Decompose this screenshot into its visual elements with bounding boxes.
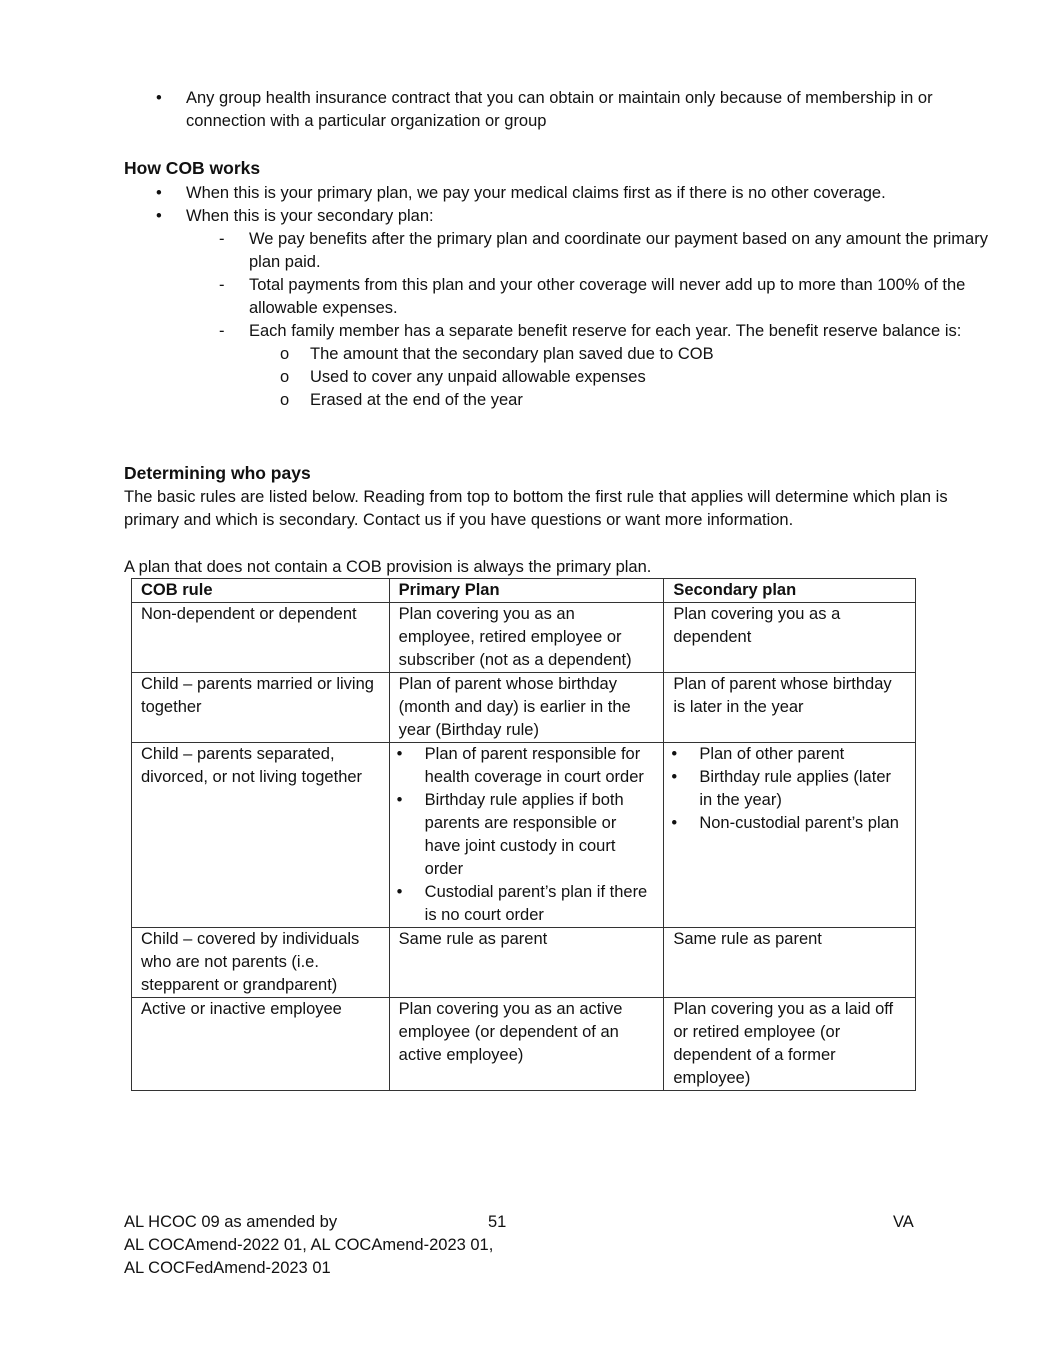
dash-icon: ‐ <box>219 230 225 248</box>
table-cell <box>389 743 664 928</box>
table-cell: Plan covering you as an active employee (or dependent of an active employee) <box>389 998 664 1091</box>
cell-bullet-list <box>673 743 906 835</box>
note-paragraph: A plan that does not contain a COB provision is always the primary plan. <box>124 558 652 576</box>
table-cell: Child – covered by individuals who are not parents (i.e. stepparent or grandparent) <box>132 928 390 998</box>
bullet-icon: • <box>396 883 403 901</box>
list-item: • Non-custodial parent’s plan <box>673 812 906 835</box>
column-header: COB rule <box>132 579 390 603</box>
bullet-icon: • <box>671 745 678 763</box>
page-footer <box>124 1211 924 1280</box>
page-number: 51 <box>488 1213 507 1231</box>
cob-rules-table <box>131 578 916 1091</box>
table-row <box>132 603 916 673</box>
table-cell: Same rule as parent <box>389 928 664 998</box>
list-item: o Erased at the end of the year <box>0 389 1055 412</box>
footer-amendment-line: AL COCFedAmend-2023 01 <box>124 1259 331 1277</box>
list-item: • Plan of parent responsible for health coverage in court order <box>396 745 644 786</box>
table-cell <box>664 743 916 928</box>
list-item: • When this is your secondary plan: <box>0 205 1055 228</box>
table-cell: Same rule as parent <box>664 928 916 998</box>
table-cell: Plan covering you as an employee, retired employee or subscriber (not as a dependent) <box>389 603 664 673</box>
footer-amendment-line: AL COCAmend-2022 01, AL COCAmend-2023 01, <box>124 1236 494 1254</box>
column-header: Primary Plan <box>389 579 664 603</box>
bullet-icon: • <box>156 184 162 202</box>
list-item: ‐ We pay benefits after the primary plan and coordinate our payment based on any amount the primary plan paid. <box>219 230 988 271</box>
section-heading-how-cob: How COB works <box>124 158 261 178</box>
table-row <box>132 998 916 1091</box>
table-cell: Child – parents married or living together <box>132 673 390 743</box>
dash-icon: ‐ <box>219 276 225 294</box>
table-cell: Non-dependent or dependent <box>132 603 390 673</box>
how-cob-list <box>0 182 1055 412</box>
list-item: • Any group health insurance contract that you can obtain or maintain only because of membership in or connection with a particular organization or group <box>156 89 933 130</box>
dash-icon: ‐ <box>219 322 225 340</box>
table-row <box>132 743 916 928</box>
bullet-icon: • <box>671 814 678 832</box>
bullet-icon: • <box>156 207 162 225</box>
cell-bullet-list <box>396 743 655 927</box>
bullet-icon: • <box>671 768 678 786</box>
circle-icon: o <box>280 345 290 363</box>
table-header-row <box>132 579 916 603</box>
table-row <box>132 928 916 998</box>
table-cell: Child – parents separated, divorced, or not living together <box>132 743 390 928</box>
table-cell: Active or inactive employee <box>132 998 390 1091</box>
list-item: • Plan of other parent <box>673 743 906 766</box>
list-item: • Custodial parent’s plan if there is no court order <box>396 883 648 924</box>
table-cell: Plan covering you as a dependent <box>664 603 916 673</box>
state-code: VA <box>893 1213 914 1231</box>
table-row <box>132 673 916 743</box>
circle-icon: o <box>280 391 290 409</box>
list-item: • Birthday rule applies (later in the year) <box>671 768 891 809</box>
intro-paragraph: The basic rules are listed below. Reading from top to bottom the first rule that applies will determine which plan is primary and which is secondary. Contact us if you have questions or want more information. <box>124 488 948 529</box>
footer-amendment-line: AL HCOC 09 as amended by <box>124 1213 338 1231</box>
column-header: Secondary plan <box>664 579 916 603</box>
list-item: o The amount that the secondary plan saved due to COB <box>0 343 1055 366</box>
list-item: ‐ Each family member has a separate benefit reserve for each year. The benefit reserve balance is: <box>0 320 1055 343</box>
top-bullet-list <box>0 87 1055 133</box>
table-cell: Plan covering you as a laid off or retired employee (or dependent of a former employee) <box>664 998 916 1091</box>
table-cell: Plan of parent whose birthday is later in the year <box>664 673 916 743</box>
circle-icon: o <box>280 368 290 386</box>
table-cell: Plan of parent whose birthday (month and day) is earlier in the year (Birthday rule) <box>389 673 664 743</box>
list-item: • Birthday rule applies if both parents are responsible or have joint custody in court order <box>396 791 624 878</box>
bullet-icon: • <box>156 89 162 107</box>
list-item: o Used to cover any unpaid allowable expenses <box>0 366 1055 389</box>
bullet-icon: • <box>396 745 403 763</box>
list-item: ‐ Total payments from this plan and your other coverage will never add up to more than 100% of the allowable expenses. <box>219 276 966 317</box>
bullet-icon: • <box>396 791 403 809</box>
section-heading-who-pays: Determining who pays <box>124 463 311 483</box>
list-item: • When this is your primary plan, we pay your medical claims first as if there is no other coverage. <box>0 182 1055 205</box>
